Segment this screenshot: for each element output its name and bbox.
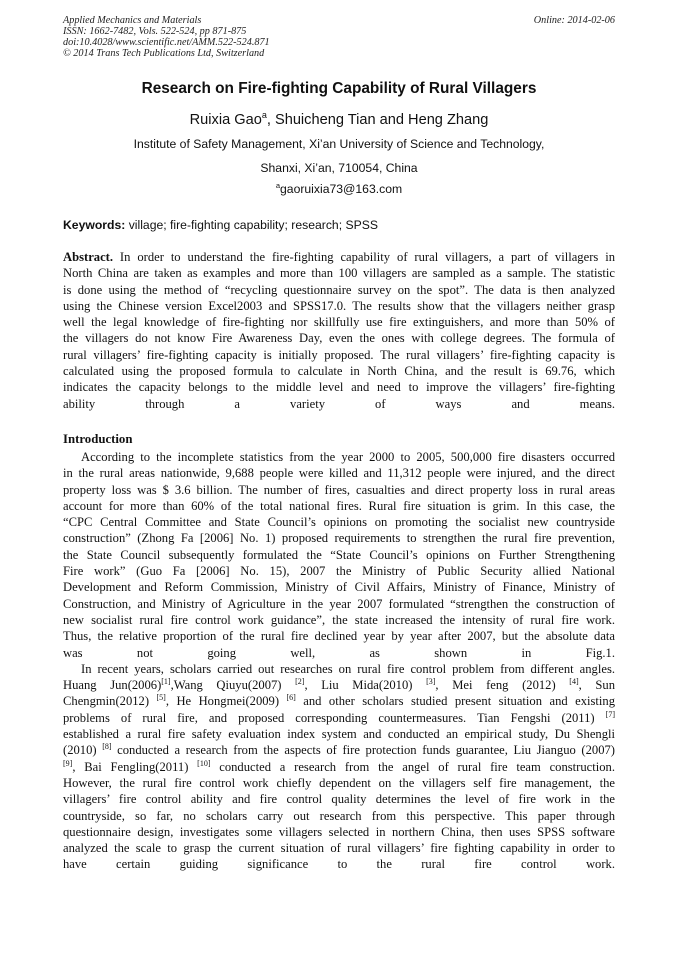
online-date: Online: 2014-02-06	[533, 15, 615, 26]
abstract-line: is done using the method of “recycling questionnaire survey on the spot”. The data is then analyzed	[63, 282, 615, 297]
issn-line: ISSN: 1662-7482, Vols. 522-524, pp 871-875	[63, 26, 247, 37]
abstract-line: rural villagers’ fire-fighting capacity is initially proposed. The rural villagers’ fire-fighting capacity is	[63, 347, 615, 362]
abstract-line: ability through a variety of ways and means.	[63, 396, 615, 411]
author-list	[63, 111, 615, 129]
intro-line: Fire work” (Guo Fa [2006] No. 15), 2007 the Ministry of Public Security allied National	[63, 564, 615, 579]
keywords-label: Keywords:	[63, 218, 126, 232]
intro-line: Huang Jun(2006)[1],Wang Qiuyu(2007) [2], Liu Mida(2010) [3], Mei feng (2012) [4], Sun	[63, 677, 615, 693]
affiliation-line-2: Shanxi, Xi’an, 710054, China	[260, 161, 418, 175]
intro-line: new socialist rural fire control work guidance”, the state increased the intensity of rural fire work.	[63, 612, 615, 627]
intro-line: account for more than 60% of the total national fires. Rural fire situation is grim. In this case, the	[63, 498, 615, 513]
intro-line: construction” (Zhong Fa [2006] No. 1) proposed requirements to strengthen the rural fire prevention,	[63, 531, 615, 546]
citation-ref: [3]	[426, 677, 436, 687]
copyright-line: © 2014 Trans Tech Publications Ltd, Switzerland	[63, 48, 265, 59]
citation-ref: [1]	[161, 677, 171, 687]
intro-line: In recent years, scholars carried out researches on rural fire control problem from different angles.	[81, 661, 615, 676]
intro-line: property loss was $ 3.6 billion. The number of fires, casualties and direct property loss in rural areas	[63, 482, 615, 497]
abstract	[63, 249, 615, 412]
intro-line: Construction, and Ministry of Agriculture in the year 2007 formulated “strengthen the construction of	[63, 596, 615, 611]
intro-line: analyzed the scale to grasp the current situation of rural villagers’ fire fighting capability in order to	[63, 841, 615, 856]
journal-name: Applied Mechanics and Materials	[63, 15, 202, 26]
intro-line: Development and Reform Commission, Ministry of Civil Affairs, Ministry of Finance, Ministry of	[63, 580, 615, 595]
intro-line: countryside, so far, no scholars carry out research from this perspective. This paper through	[63, 808, 615, 823]
author-first-sup: a	[261, 110, 267, 120]
intro-line: villagers’ fire control ability and fire control quality determines the level of fire work in the	[63, 792, 615, 807]
intro-line: questionnaire design, investigates some villagers selected in northern China, then uses SPSS software	[63, 824, 615, 839]
abstract-label: Abstract.	[63, 250, 114, 264]
intro-line: However, the rural fire control work chiefly dependent on the villagers self fire management, the	[63, 775, 615, 790]
keywords	[63, 218, 615, 233]
abstract-line: using the Chinese version Excel2003 and SPSS17.0. The results show that the villagers neither grasp	[63, 298, 615, 313]
paper-title: Research on Fire-fighting Capability of Rural Villagers	[141, 80, 537, 97]
intro-line: established a rural fire safety evaluation index system and conducted an empirical study, Du Shengli	[63, 727, 615, 742]
section-heading-introduction: Introduction	[63, 432, 133, 446]
intro-line: “CPC Central Committee and State Council’s opinions on promoting the socialist new countryside	[63, 515, 615, 530]
intro-line: Thus, the relative proportion of the rural fire declined year by year after 2007, but the absolute data	[63, 629, 615, 644]
abstract-line: Abstract. In order to understand the fire-fighting capability of rural villagers, a part of villagers in	[63, 250, 615, 264]
journal-header	[63, 15, 615, 59]
affiliation-line-1: Institute of Safety Management, Xi’an University of Science and Technology,	[133, 137, 545, 151]
intro-line: was not going well, as shown in Fig.1.	[63, 645, 615, 660]
intro-line: According to the incomplete statistics from the year 2000 to 2005, 500,000 fire disasters occurred	[81, 450, 615, 464]
citation-ref: [7]	[605, 709, 615, 719]
abstract-line: North China are taken as examples and more than 100 villagers are sampled as a sample. The statistic	[63, 266, 615, 281]
introduction-body	[63, 449, 615, 873]
intro-line: the State Council subsequently formulated the “State Council’s opinions on Further Strengthening	[63, 547, 615, 562]
citation-ref: [10]	[197, 758, 211, 768]
citation-ref: [9]	[63, 758, 73, 768]
citation-ref: [6]	[286, 693, 296, 703]
abstract-line: calculated using the proposed formula to calculate in North China, and the result is 69.76, which	[63, 364, 615, 379]
abstract-line: the villagers do not know Fire Awareness Day, even the ones with college degrees. The formula of	[63, 331, 615, 346]
doi-line: doi:10.4028/www.scientific.net/AMM.522-524.871	[63, 37, 270, 48]
author-email	[63, 182, 615, 197]
citation-ref: [8]	[102, 742, 112, 752]
author-first: Ruixia Gao	[189, 112, 262, 128]
intro-line: [9], Bai Fengling(2011) [10] conducted a research from the angel of rural fire team construction.	[63, 758, 615, 774]
abstract-line: well the legal knowledge of fire-fighting nor skillfully use fire extinguishers, and more than 50% of	[63, 315, 615, 330]
intro-line: in the rural areas nationwide, 9,688 people were killed and 11,312 people were injured, and the direct	[63, 466, 615, 481]
citation-ref: [4]	[569, 677, 579, 687]
intro-line: Chengmin(2012) [5], He Hongmei(2009) [6] and other scholars studied present situation and existing	[63, 693, 615, 709]
abstract-line: indicates the capacity belongs to the middle level and need to improve the villagers’ fire-fighting	[63, 380, 615, 395]
keywords-text: village; fire-fighting capability; research; SPSS	[125, 218, 378, 232]
email-text: gaoruixia73@163.com	[280, 182, 403, 196]
intro-line: (2010) [8] conducted a research from the aspects of fire protection funds guarantee, Liu Jianguo (2007)	[63, 742, 615, 758]
citation-ref: [2]	[295, 677, 305, 687]
intro-line: problems of rural fire, and proposed corresponding countermeasures. Tian Fengshi (2011) [7]	[63, 709, 615, 725]
intro-line: have certain guiding significance to the rural fire control work.	[63, 857, 615, 872]
email-sup: a	[275, 181, 281, 190]
author-rest: , Shuicheng Tian and Heng Zhang	[266, 112, 489, 128]
citation-ref: [5]	[156, 693, 166, 703]
